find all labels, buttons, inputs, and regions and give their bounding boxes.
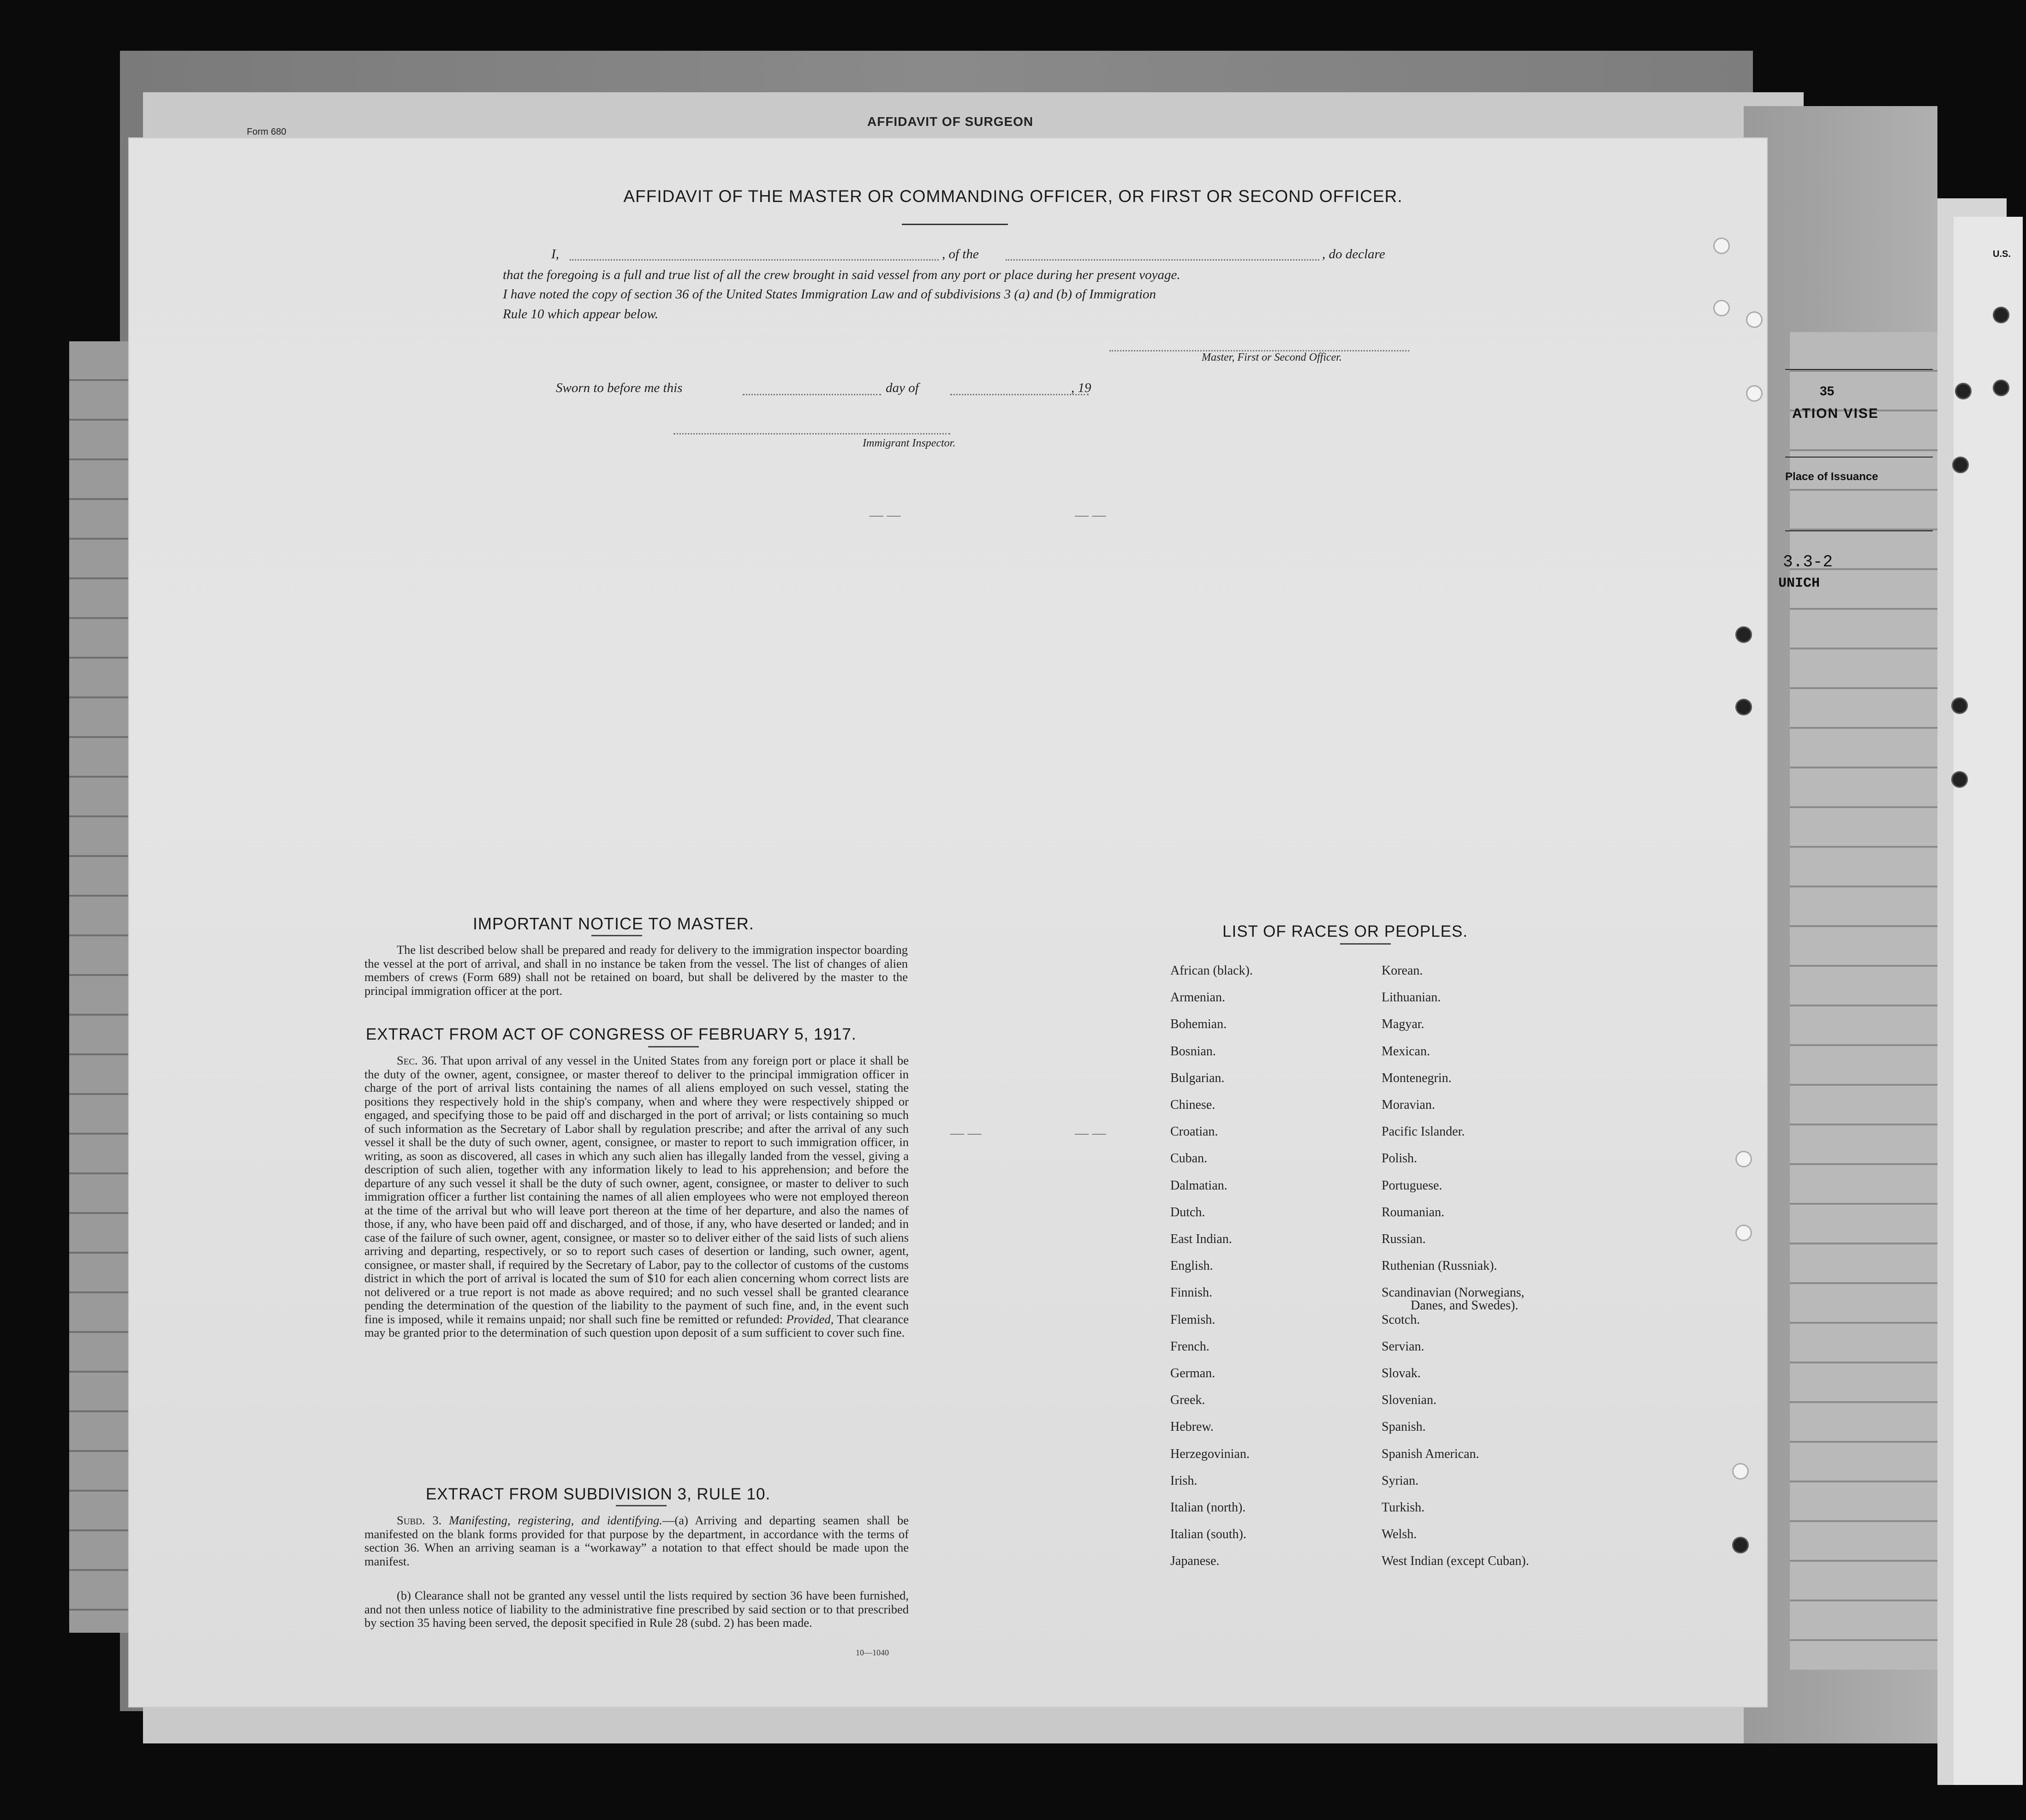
right-rule: [1785, 369, 1933, 370]
race-item: Bulgarian.: [1170, 1071, 1225, 1085]
race-item: Slovak.: [1382, 1366, 1421, 1380]
race-item: Polish.: [1382, 1151, 1418, 1166]
punch-hole: [1993, 380, 2009, 396]
subdivision-title: EXTRACT FROM SUBDIVISION 3, RULE 10.: [426, 1485, 771, 1503]
races-title: LIST OF RACES OR PEOPLES.: [1222, 922, 1468, 940]
affidavit-title: AFFIDAVIT OF THE MASTER OR COMMANDING OFFICER, OR FIRST OR SECOND OFFICER.: [623, 187, 1403, 206]
right-column-number: 35: [1820, 384, 1835, 398]
race-item: Welsh.: [1382, 1527, 1417, 1542]
punch-hole: [1735, 1225, 1752, 1241]
affidavit-line: that the foregoing is a full and true list of all the crew brought in said vessel from any port or place during her present voyage.: [503, 268, 1180, 282]
race-item: Mexican.: [1382, 1044, 1430, 1059]
right-place-header: Place of Issuance: [1785, 470, 1878, 483]
far-right-paper: [1954, 217, 2023, 1785]
punch-hole: [1735, 1151, 1752, 1167]
affidavit-line: Rule 10 which appear below.: [503, 307, 658, 321]
race-item: Moravian.: [1382, 1098, 1435, 1112]
race-item: Danes, and Swedes).: [1411, 1298, 1519, 1313]
name-blank: [570, 258, 939, 261]
punch-hole: [1732, 1463, 1749, 1480]
race-item: East Indian.: [1170, 1232, 1232, 1246]
race-item: Dalmatian.: [1170, 1178, 1228, 1193]
race-item: Croatian.: [1170, 1124, 1218, 1139]
affidavit-declare: , do declare: [1322, 247, 1385, 262]
race-item: Chinese.: [1170, 1098, 1216, 1112]
right-ledger-strip: [1790, 332, 1937, 1670]
race-item: German.: [1170, 1366, 1216, 1380]
race-item: Turkish.: [1382, 1500, 1425, 1515]
race-item: Portuguese.: [1382, 1178, 1442, 1193]
affidavit-i: I,: [551, 247, 559, 262]
race-item: Ruthenian (Russniak).: [1382, 1259, 1497, 1273]
punch-hole: [1951, 771, 1968, 788]
punch-hole: [1746, 311, 1763, 328]
punch-hole: [1735, 699, 1752, 715]
race-item: Dutch.: [1170, 1205, 1205, 1219]
race-item: Herzegovinian.: [1170, 1446, 1250, 1461]
race-item: West Indian (except Cuban).: [1382, 1554, 1529, 1569]
right-date-stamp: 3.3-2: [1783, 553, 1833, 571]
subdivision-para-a: [364, 1514, 909, 1568]
affidavit-line: I have noted the copy of section 36 of the United States Immigration Law and of subdivisions 3 (a) and (b) of Immigration: [503, 287, 1156, 302]
faint-mark: — —: [1075, 507, 1106, 523]
races-rule: [1340, 943, 1391, 945]
act-provided: Provided,: [786, 1312, 834, 1326]
act-tail: That clearance may be granted prior to the determination of such question upon deposit of a sum sufficient to cover such fine.: [364, 1312, 909, 1339]
act-title: EXTRACT FROM ACT OF CONGRESS OF FEBRUARY 5, 1917.: [366, 1025, 857, 1043]
race-item: Spanish American.: [1382, 1446, 1479, 1461]
race-item: Spanish.: [1382, 1420, 1426, 1434]
notice-body: The list described below shall be prepared and ready for delivery to the immigration inspector boarding the vessel at the port of arrival, and shall in no instance be taken from the vessel. The list of changes of alien members of crews (Form 689) shall not be retained on board, but shall be delivered by the master to the principal immigration officer at the port.: [364, 943, 908, 998]
race-item: Pacific Islander.: [1382, 1124, 1465, 1139]
day-blank: [743, 393, 881, 395]
race-item: Bosnian.: [1170, 1044, 1216, 1059]
race-item: Slovenian.: [1382, 1393, 1436, 1408]
right-rule: [1785, 457, 1933, 458]
subdivision-lead: Subd. 3.: [397, 1513, 442, 1527]
right-city-stamp: UNICH: [1778, 576, 1820, 591]
race-item: Syrian.: [1382, 1473, 1419, 1488]
title-rule: [902, 224, 1008, 225]
race-item: Scandinavian (Norwegians,: [1382, 1285, 1525, 1300]
sworn-text: Sworn to before me this: [556, 381, 683, 395]
race-item: Bohemian.: [1170, 1017, 1227, 1032]
punch-hole: [1732, 1537, 1749, 1553]
right-rule: [1785, 530, 1933, 531]
subdivision-text-a: —(a) Arriving and departing seamen shall be manifested on the blank forms provided for that purpose by the department, in accordance with the terms of section 36. When an arriving seaman is a “workaway” a notation to that effect should be made upon the manifest.: [364, 1513, 909, 1568]
affidavit-of-the: , of the: [942, 247, 979, 262]
race-item: Greek.: [1170, 1393, 1205, 1408]
subdivision-heading: Manifesting, registering, and identifying.: [449, 1513, 662, 1527]
race-item: Korean.: [1382, 964, 1423, 978]
notice-title: IMPORTANT NOTICE TO MASTER.: [473, 914, 754, 933]
year-text: , 19: [1071, 381, 1091, 395]
form-code: 10—1040: [856, 1648, 889, 1657]
act-section: Sec. 36.: [397, 1053, 437, 1067]
punch-hole: [1746, 385, 1763, 402]
race-item: Hebrew.: [1170, 1420, 1214, 1434]
race-item: Irish.: [1170, 1473, 1198, 1488]
far-right-label: U.S.: [1993, 249, 2011, 259]
right-vise-header: ATION VISE: [1792, 406, 1879, 421]
race-item: Finnish.: [1170, 1285, 1213, 1300]
faint-mark: — —: [950, 1125, 982, 1141]
act-rule: [648, 1046, 699, 1047]
race-item: Servian.: [1382, 1339, 1424, 1354]
notice-rule: [591, 935, 642, 936]
punch-hole: [1713, 300, 1730, 316]
month-blank: [950, 393, 1089, 395]
punch-hole: [1713, 238, 1730, 254]
subdivision-rule: [616, 1505, 667, 1506]
race-item: English.: [1170, 1259, 1213, 1273]
behind-header: AFFIDAVIT OF SURGEON: [867, 114, 1034, 129]
inspector-label: Immigrant Inspector.: [863, 437, 956, 449]
race-item: French.: [1170, 1339, 1210, 1354]
faint-mark: — —: [1075, 1125, 1106, 1141]
race-item: Italian (north).: [1170, 1500, 1246, 1515]
race-item: Roumanian.: [1382, 1205, 1445, 1219]
race-item: Armenian.: [1170, 990, 1225, 1005]
master-signature-label: Master, First or Second Officer.: [1202, 351, 1342, 363]
race-item: Lithuanian.: [1382, 990, 1441, 1005]
document-sheet: [129, 138, 1767, 1707]
race-item: Japanese.: [1170, 1554, 1220, 1569]
punch-hole: [1952, 457, 1969, 473]
race-item: Scotch.: [1382, 1312, 1420, 1327]
inspector-blank: [673, 432, 950, 434]
act-body: [364, 1054, 909, 1340]
race-item: Flemish.: [1170, 1312, 1216, 1327]
race-item: Italian (south).: [1170, 1527, 1246, 1542]
punch-hole: [1951, 697, 1968, 714]
punch-hole: [1993, 307, 2009, 323]
punch-hole: [1955, 383, 1972, 399]
form-number: Form 680: [247, 127, 286, 137]
race-item: African (black).: [1170, 964, 1253, 978]
faint-mark: — —: [870, 507, 901, 523]
vessel-blank: [1006, 258, 1319, 261]
act-text: That upon arrival of any vessel in the United States from any foreign port or place it shall be the duty of the owner, agent, consignee, or master thereof to deliver to the principal immigration officer in charge of the port of arrival lists containing the names of all aliens employed on such vessel, stating the positions they respectively hold in the ship's company, when and where they were respectively shipped or engaged, and specifying those to be paid off and discharged in the port of arrival; or lists containing so much of such information as the Secretary of Labor shall by regulation prescribe; and after the arrival of any such vessel it shall be the duty of such owner, agent, consignee, or master to report to such immigration officer, in writing, as soon as discovered, all cases in which any such alien has illegally landed from the vessel, giving a description of such alien, together with any information likely to lead to his apprehension; and before the departure of any such vessel it shall be the duty of such owner, agent, consignee, or master to deliver to such immigration officer a further list containing the names of all alien employees who were not employed thereon at the time of the arrival but who will leave port thereon at the time of her departure, and also the names of those, if any, who have been paid off and discharged, and of those, if any, who have deserted or landed; and in case of the failure of such owner, agent, consignee, or master so to deliver either of the said lists of such aliens arriving and departing, respectively, or so to report such cases of desertion or landing, such owner, agent, consignee, or master shall, if required by the Secretary of Labor, pay to the collector of customs of the customs district in which the port of arrival is located the sum of $10 for each alien concerning whom correct lists are not delivered or a true report is not made as above required; and no such vessel shall be granted clearance pending the determination of the question of the liability to the payment of such fine, and, in the event such fine is imposed, while it remains unpaid; nor shall such fine be remitted or refunded:: [364, 1053, 909, 1326]
race-item: Cuban.: [1170, 1151, 1208, 1166]
race-item: Montenegrin.: [1382, 1071, 1452, 1085]
subdivision-para-b: (b) Clearance shall not be granted any vessel until the lists required by section 36 have been furnished, and not then unless notice of liability to the administrative fine prescribed by said section or to that prescribed by section 35 having been served, the deposit specified in Rule 28 (subd. 2) has been made.: [364, 1588, 909, 1630]
punch-hole: [1735, 626, 1752, 643]
race-item: Magyar.: [1382, 1017, 1424, 1032]
race-item: Russian.: [1382, 1232, 1426, 1246]
ledger-edge: [69, 341, 129, 1633]
day-of-text: day of: [886, 381, 919, 395]
